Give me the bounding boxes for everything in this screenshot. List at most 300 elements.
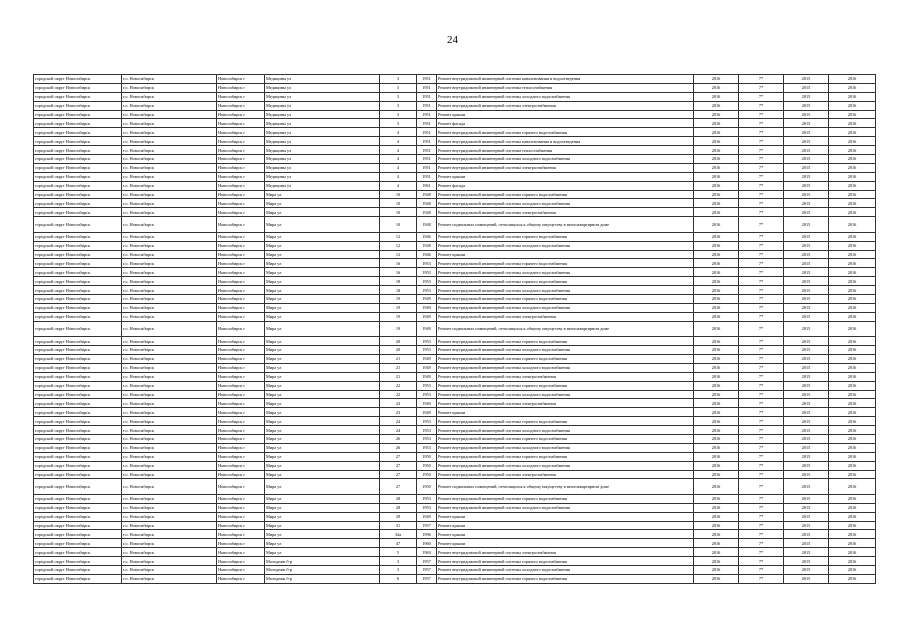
table-cell-year-col: 2016 — [694, 146, 739, 155]
table-cell-city: Новосибирск г — [217, 503, 265, 512]
table-cell-code: 7* — [739, 190, 784, 199]
table-cell-street: Мира ул — [265, 399, 380, 408]
table-cell-street: Молодежи б-р — [265, 574, 380, 583]
table-cell-district: городской округ Новосибирск — [34, 417, 122, 426]
table-cell-district: городской округ Новосибирск — [34, 503, 122, 512]
table-cell-house: 29 — [380, 512, 417, 521]
table-cell-city: Новосибирск г — [217, 163, 265, 172]
table-cell-street: Мира ул — [265, 346, 380, 355]
table-cell-street: Мира ул — [265, 512, 380, 521]
table-cell-city: Новосибирск г — [217, 199, 265, 208]
table-row — [34, 548, 876, 557]
table-cell-street: Молодежи б-р — [265, 557, 380, 566]
table-cell-year-col: 2016 — [694, 101, 739, 110]
table-cell-district: городской округ Новосибирск — [34, 426, 122, 435]
table-cell-start: 2015 — [784, 363, 829, 372]
table-cell-city: Новосибирск г — [217, 232, 265, 241]
table-cell-work: Ремонт внутридомовой инженерной системы теплоснабжения — [437, 146, 694, 155]
table-cell-settlement: г.о. Новосибирск — [122, 155, 217, 164]
table-cell-house: 22 — [380, 390, 417, 399]
table-cell-city: Новосибирск г — [217, 557, 265, 566]
table-cell-start: 2015 — [784, 259, 829, 268]
table-cell-code: 7* — [739, 137, 784, 146]
table-cell-year: 1953 — [417, 417, 437, 426]
table-cell-code: 7* — [739, 426, 784, 435]
table-cell-end: 2016 — [829, 346, 876, 355]
table-cell-year-col: 2016 — [694, 119, 739, 128]
table-cell-year: 1946 — [417, 232, 437, 241]
table-cell-year-col: 2016 — [694, 574, 739, 583]
table-row — [34, 512, 876, 521]
table-cell-house: 27 — [380, 452, 417, 461]
table-cell-settlement: г.о. Новосибирск — [122, 172, 217, 181]
table-cell-house: 26 — [380, 434, 417, 443]
table-cell-settlement: г.о. Новосибирск — [122, 426, 217, 435]
table-cell-year: 1961 — [417, 181, 437, 190]
table-cell-year-col: 2016 — [694, 461, 739, 470]
table-cell-work: Ремонт внутридомовой инженерной системы горячего водоснабжения — [437, 494, 694, 503]
table-cell-house: 4 — [380, 181, 417, 190]
table-cell-work: Ремонт внутридомовой инженерной системы горячего водоснабжения — [437, 574, 694, 583]
table-cell-settlement: г.о. Новосибирск — [122, 250, 217, 259]
table-cell-code: 7* — [739, 146, 784, 155]
table-cell-start: 2015 — [784, 312, 829, 321]
table-row — [34, 426, 876, 435]
table-cell-start: 2015 — [784, 346, 829, 355]
table-cell-settlement: г.о. Новосибирск — [122, 303, 217, 312]
table-cell-settlement: г.о. Новосибирск — [122, 494, 217, 503]
table-cell-settlement: г.о. Новосибирск — [122, 408, 217, 417]
table-cell-start: 2015 — [784, 337, 829, 346]
table-cell-end: 2016 — [829, 83, 876, 92]
table-cell-house: 4 — [380, 146, 417, 155]
table-cell-work: Ремонт внутридомовой инженерной системы электроснабжения — [437, 399, 694, 408]
table-cell-start: 2015 — [784, 137, 829, 146]
table-cell-work: Ремонт внутридомовой инженерной системы горячего водоснабжения — [437, 294, 694, 303]
table-cell-year: 1953 — [417, 346, 437, 355]
table-cell-street: Мира ул — [265, 417, 380, 426]
table-cell-year: 1949 — [417, 312, 437, 321]
table-cell-work: Ремонт внутридомовой инженерной системы электроснабжения — [437, 312, 694, 321]
table-cell-end: 2016 — [829, 461, 876, 470]
table-cell-district: городской округ Новосибирск — [34, 75, 122, 84]
table-cell-year: 1948 — [417, 241, 437, 250]
table-cell-settlement: г.о. Новосибирск — [122, 75, 217, 84]
table-cell-start: 2015 — [784, 494, 829, 503]
table-row — [34, 208, 876, 217]
table-cell-district: городской округ Новосибирск — [34, 146, 122, 155]
table-cell-district: городской округ Новосибирск — [34, 548, 122, 557]
table-row — [34, 408, 876, 417]
table-cell-year: 1949 — [417, 354, 437, 363]
table-row — [34, 399, 876, 408]
table-row — [34, 461, 876, 470]
table-cell-house: 27 — [380, 461, 417, 470]
table-row — [34, 294, 876, 303]
table-cell-street: Мира ул — [265, 199, 380, 208]
table-cell-settlement: г.о. Новосибирск — [122, 512, 217, 521]
table-cell-city: Новосибирск г — [217, 190, 265, 199]
table-cell-year: 1950 — [417, 461, 437, 470]
table-cell-work: Ремонт внутридомовой инженерной системы горячего водоснабжения — [437, 190, 694, 199]
table-cell-year-col: 2016 — [694, 75, 739, 84]
table-cell-year-col: 2016 — [694, 346, 739, 355]
table-cell-end: 2016 — [829, 408, 876, 417]
table-cell-year: 1950 — [417, 470, 437, 479]
table-cell-year-col: 2016 — [694, 503, 739, 512]
table-cell-work: Ремонт внутридомовой инженерной системы горячего водоснабжения — [437, 277, 694, 286]
table-cell-year-col: 2016 — [694, 337, 739, 346]
table-cell-district: городской округ Новосибирск — [34, 521, 122, 530]
table-cell-settlement: г.о. Новосибирск — [122, 548, 217, 557]
table-cell-house: 20 — [380, 337, 417, 346]
table-cell-end: 2016 — [829, 503, 876, 512]
table-cell-street: Мира ул — [265, 286, 380, 295]
table-cell-settlement: г.о. Новосибирск — [122, 199, 217, 208]
table-cell-end: 2016 — [829, 259, 876, 268]
table-row — [34, 101, 876, 110]
table-cell-settlement: г.о. Новосибирск — [122, 381, 217, 390]
table-cell-street: Медицины ул — [265, 92, 380, 101]
table-cell-code: 7* — [739, 217, 784, 233]
table-cell-end: 2016 — [829, 181, 876, 190]
table-cell-start: 2015 — [784, 408, 829, 417]
table-cell-district: городской округ Новосибирск — [34, 408, 122, 417]
table-row — [34, 75, 876, 84]
table-cell-start: 2015 — [784, 461, 829, 470]
table-cell-work: Ремонт внутридомовой инженерной системы горячего водоснабжения — [437, 434, 694, 443]
repair-schedule-table — [33, 74, 876, 584]
table-row — [34, 83, 876, 92]
table-cell-end: 2016 — [829, 110, 876, 119]
table-cell-year: 1957 — [417, 574, 437, 583]
table-cell-start: 2015 — [784, 119, 829, 128]
table-cell-end: 2016 — [829, 190, 876, 199]
table-cell-year-col: 2016 — [694, 521, 739, 530]
table-cell-year-col: 2016 — [694, 190, 739, 199]
table-cell-street: Мира ул — [265, 259, 380, 268]
table-cell-street: Мира ул — [265, 503, 380, 512]
table-cell-district: городской округ Новосибирск — [34, 259, 122, 268]
table-cell-code: 7* — [739, 399, 784, 408]
table-cell-work: Ремонт крыши — [437, 512, 694, 521]
table-cell-district: городской округ Новосибирск — [34, 494, 122, 503]
table-cell-settlement: г.о. Новосибирск — [122, 321, 217, 337]
table-cell-work: Ремонт внутридомовой инженерной системы электроснабжения — [437, 101, 694, 110]
table-cell-street: Медицины ул — [265, 110, 380, 119]
table-cell-code: 7* — [739, 434, 784, 443]
table-cell-code: 7* — [739, 277, 784, 286]
table-cell-street: Мира ул — [265, 190, 380, 199]
table-cell-year-col: 2016 — [694, 557, 739, 566]
table-cell-street: Медицины ул — [265, 181, 380, 190]
table-cell-house: 10 — [380, 208, 417, 217]
table-cell-work: Ремонт крыши — [437, 110, 694, 119]
table-cell-year-col: 2016 — [694, 277, 739, 286]
table-cell-settlement: г.о. Новосибирск — [122, 241, 217, 250]
table-cell-code: 7* — [739, 181, 784, 190]
table-cell-house: 3 — [380, 119, 417, 128]
table-cell-city: Новосибирск г — [217, 268, 265, 277]
table-cell-city: Новосибирск г — [217, 83, 265, 92]
table-row — [34, 312, 876, 321]
table-cell-year-col: 2016 — [694, 92, 739, 101]
table-cell-code: 7* — [739, 548, 784, 557]
table-cell-code: 7* — [739, 521, 784, 530]
table-cell-settlement: г.о. Новосибирск — [122, 146, 217, 155]
table-row — [34, 337, 876, 346]
table-cell-work: Ремонт внутридомовой инженерной системы горячего водоснабжения — [437, 128, 694, 137]
table-cell-year: 1951 — [417, 155, 437, 164]
table-cell-code: 7* — [739, 566, 784, 575]
table-cell-city: Новосибирск г — [217, 461, 265, 470]
table-cell-year-col: 2016 — [694, 539, 739, 548]
table-cell-city: Новосибирск г — [217, 321, 265, 337]
table-cell-settlement: г.о. Новосибирск — [122, 110, 217, 119]
table-cell-year: 1949 — [417, 321, 437, 337]
table-cell-end: 2016 — [829, 434, 876, 443]
table-cell-year: 1949 — [417, 408, 437, 417]
table-cell-start: 2015 — [784, 512, 829, 521]
table-cell-end: 2016 — [829, 426, 876, 435]
table-cell-city: Новосибирск г — [217, 181, 265, 190]
table-cell-street: Мира ул — [265, 354, 380, 363]
table-row — [34, 181, 876, 190]
table-cell-start: 2015 — [784, 101, 829, 110]
table-cell-start: 2015 — [784, 434, 829, 443]
table-cell-house: 34а — [380, 530, 417, 539]
table-cell-district: городской округ Новосибирск — [34, 321, 122, 337]
table-cell-code: 7* — [739, 92, 784, 101]
table-cell-street: Мира ул — [265, 426, 380, 435]
table-cell-year: 1953 — [417, 390, 437, 399]
table-cell-city: Новосибирск г — [217, 294, 265, 303]
table-cell-district: городской округ Новосибирск — [34, 110, 122, 119]
table-cell-settlement: г.о. Новосибирск — [122, 208, 217, 217]
table-cell-district: городской округ Новосибирск — [34, 250, 122, 259]
table-cell-settlement: г.о. Новосибирск — [122, 479, 217, 495]
table-cell-start: 2015 — [784, 521, 829, 530]
table-cell-house: 21 — [380, 354, 417, 363]
table-cell-work: Ремонт внутридомовой инженерной системы горячего водоснабжения — [437, 452, 694, 461]
table-cell-start: 2015 — [784, 83, 829, 92]
table-cell-end: 2016 — [829, 208, 876, 217]
table-cell-code: 7* — [739, 110, 784, 119]
table-cell-house: 21 — [380, 363, 417, 372]
table-cell-street: Мира ул — [265, 250, 380, 259]
table-cell-street: Медицины ул — [265, 83, 380, 92]
table-cell-start: 2015 — [784, 530, 829, 539]
table-cell-street: Медицины ул — [265, 128, 380, 137]
table-cell-district: городской округ Новосибирск — [34, 530, 122, 539]
table-cell-end: 2016 — [829, 372, 876, 381]
table-row — [34, 452, 876, 461]
table-cell-end: 2016 — [829, 521, 876, 530]
table-cell-city: Новосибирск г — [217, 434, 265, 443]
table-cell-year: 1951 — [417, 146, 437, 155]
table-cell-district: городской округ Новосибирск — [34, 434, 122, 443]
table-cell-start: 2015 — [784, 566, 829, 575]
table-cell-work: Ремонт внутридомовой инженерной системы канализования и водоотведения — [437, 137, 694, 146]
table-cell-house: 4 — [380, 137, 417, 146]
table-cell-district: городской округ Новосибирск — [34, 574, 122, 583]
table-cell-house: 27 — [380, 470, 417, 479]
table-cell-year: 1951 — [417, 119, 437, 128]
table-cell-start: 2015 — [784, 163, 829, 172]
table-cell-year-col: 2016 — [694, 303, 739, 312]
table-cell-end: 2016 — [829, 417, 876, 426]
table-row — [34, 155, 876, 164]
table-cell-end: 2016 — [829, 241, 876, 250]
table-cell-work: Ремонт фасада — [437, 181, 694, 190]
table-cell-code: 7* — [739, 312, 784, 321]
table-cell-street: Мира ул — [265, 479, 380, 495]
table-cell-house: 18 — [380, 286, 417, 295]
table-cell-city: Новосибирск г — [217, 426, 265, 435]
table-row — [34, 321, 876, 337]
table-row — [34, 566, 876, 575]
table-cell-year: 1953 — [417, 494, 437, 503]
table-cell-end: 2016 — [829, 557, 876, 566]
table-cell-district: городской округ Новосибирск — [34, 294, 122, 303]
table-cell-settlement: г.о. Новосибирск — [122, 92, 217, 101]
table-row — [34, 443, 876, 452]
table-cell-street: Медицины ул — [265, 101, 380, 110]
table-cell-code: 7* — [739, 363, 784, 372]
table-cell-work: Ремонт внутридомовой инженерной системы холодного водоснабжения — [437, 426, 694, 435]
table-cell-year-col: 2016 — [694, 321, 739, 337]
table-cell-work: Ремонт внутридомовой инженерной системы электроснабжения — [437, 548, 694, 557]
table-cell-city: Новосибирск г — [217, 521, 265, 530]
table-cell-settlement: г.о. Новосибирск — [122, 101, 217, 110]
table-cell-city: Новосибирск г — [217, 337, 265, 346]
table-cell-code: 7* — [739, 250, 784, 259]
table-cell-code: 7* — [739, 461, 784, 470]
table-cell-city: Новосибирск г — [217, 390, 265, 399]
table-cell-house: 3 — [380, 83, 417, 92]
table-cell-year: 1949 — [417, 372, 437, 381]
table-cell-year: 1951 — [417, 163, 437, 172]
table-cell-work: Ремонт внутридомовой инженерной системы холодного водоснабжения — [437, 363, 694, 372]
table-cell-settlement: г.о. Новосибирск — [122, 574, 217, 583]
table-cell-settlement: г.о. Новосибирск — [122, 399, 217, 408]
table-row — [34, 346, 876, 355]
table-cell-city: Новосибирск г — [217, 417, 265, 426]
table-cell-start: 2015 — [784, 199, 829, 208]
table-cell-city: Новосибирск г — [217, 208, 265, 217]
table-cell-city: Новосибирск г — [217, 155, 265, 164]
table-cell-year: 1951 — [417, 92, 437, 101]
table-row — [34, 557, 876, 566]
table-cell-work: Ремонт внутридомовой инженерной системы холодного водоснабжения — [437, 268, 694, 277]
table-cell-city: Новосибирск г — [217, 494, 265, 503]
table-cell-street: Мира ул — [265, 452, 380, 461]
table-cell-house: 3 — [380, 566, 417, 575]
table-cell-district: городской округ Новосибирск — [34, 208, 122, 217]
table-cell-settlement: г.о. Новосибирск — [122, 337, 217, 346]
table-cell-settlement: г.о. Новосибирск — [122, 268, 217, 277]
table-cell-work: Ремонт внутридомовой инженерной системы канализования и водоотведения — [437, 75, 694, 84]
table-cell-year-col: 2016 — [694, 548, 739, 557]
table-cell-street: Медицины ул — [265, 146, 380, 155]
table-cell-year: 1949 — [417, 399, 437, 408]
table-cell-city: Новосибирск г — [217, 443, 265, 452]
table-cell-year-col: 2016 — [694, 512, 739, 521]
table-cell-end: 2016 — [829, 232, 876, 241]
table-cell-work: Ремонт фасада — [437, 119, 694, 128]
table-cell-code: 7* — [739, 354, 784, 363]
table-cell-year: 1953 — [417, 434, 437, 443]
table-cell-year: 1950 — [417, 452, 437, 461]
table-cell-house: 28 — [380, 494, 417, 503]
table-cell-start: 2015 — [784, 372, 829, 381]
table-cell-city: Новосибирск г — [217, 470, 265, 479]
table-cell-district: городской округ Новосибирск — [34, 557, 122, 566]
table-cell-house: 26 — [380, 443, 417, 452]
table-cell-start: 2015 — [784, 354, 829, 363]
table-cell-code: 7* — [739, 408, 784, 417]
table-cell-year: 1953 — [417, 259, 437, 268]
table-cell-year-col: 2016 — [694, 354, 739, 363]
table-cell-year-col: 2016 — [694, 566, 739, 575]
table-row — [34, 390, 876, 399]
table-cell-settlement: г.о. Новосибирск — [122, 286, 217, 295]
table-cell-year: 1948 — [417, 217, 437, 233]
table-cell-city: Новосибирск г — [217, 539, 265, 548]
table-cell-district: городской округ Новосибирск — [34, 163, 122, 172]
table-cell-city: Новосибирск г — [217, 574, 265, 583]
table-cell-city: Новосибирск г — [217, 286, 265, 295]
table-cell-year-col: 2016 — [694, 479, 739, 495]
table-cell-end: 2016 — [829, 399, 876, 408]
table-cell-street: Мира ул — [265, 494, 380, 503]
table-cell-city: Новосибирск г — [217, 566, 265, 575]
table-cell-settlement: г.о. Новосибирск — [122, 232, 217, 241]
table-cell-street: Мира ул — [265, 241, 380, 250]
table-cell-settlement: г.о. Новосибирск — [122, 277, 217, 286]
table-cell-start: 2015 — [784, 128, 829, 137]
table-cell-house: 24 — [380, 426, 417, 435]
table-cell-district: городской округ Новосибирск — [34, 268, 122, 277]
table-cell-work: Ремонт внутридомовой инженерной системы горячего водоснабжения — [437, 557, 694, 566]
table-cell-house: 19 — [380, 321, 417, 337]
table-cell-district: городской округ Новосибирск — [34, 312, 122, 321]
table-cell-district: городской округ Новосибирск — [34, 303, 122, 312]
table-cell-code: 7* — [739, 557, 784, 566]
table-cell-city: Новосибирск г — [217, 312, 265, 321]
table-cell-start: 2015 — [784, 399, 829, 408]
table-cell-end: 2016 — [829, 566, 876, 575]
table-cell-street: Мира ул — [265, 321, 380, 337]
table-cell-code: 7* — [739, 241, 784, 250]
table-cell-code: 7* — [739, 199, 784, 208]
table-cell-code: 7* — [739, 172, 784, 181]
table-cell-year: 1951 — [417, 128, 437, 137]
table-cell-year-col: 2016 — [694, 363, 739, 372]
table-cell-start: 2015 — [784, 241, 829, 250]
table-cell-end: 2016 — [829, 137, 876, 146]
table-cell-year: 1950 — [417, 479, 437, 495]
table-cell-city: Новосибирск г — [217, 372, 265, 381]
table-cell-settlement: г.о. Новосибирск — [122, 119, 217, 128]
table-cell-code: 7* — [739, 390, 784, 399]
table-cell-work: Ремонт внутридомовой инженерной системы холодного водоснабжения — [437, 503, 694, 512]
table-cell-settlement: г.о. Новосибирск — [122, 461, 217, 470]
table-cell-house: 3 — [380, 75, 417, 84]
table-cell-start: 2015 — [784, 539, 829, 548]
table-cell-street: Молодежи б-р — [265, 566, 380, 575]
table-cell-code: 7* — [739, 163, 784, 172]
